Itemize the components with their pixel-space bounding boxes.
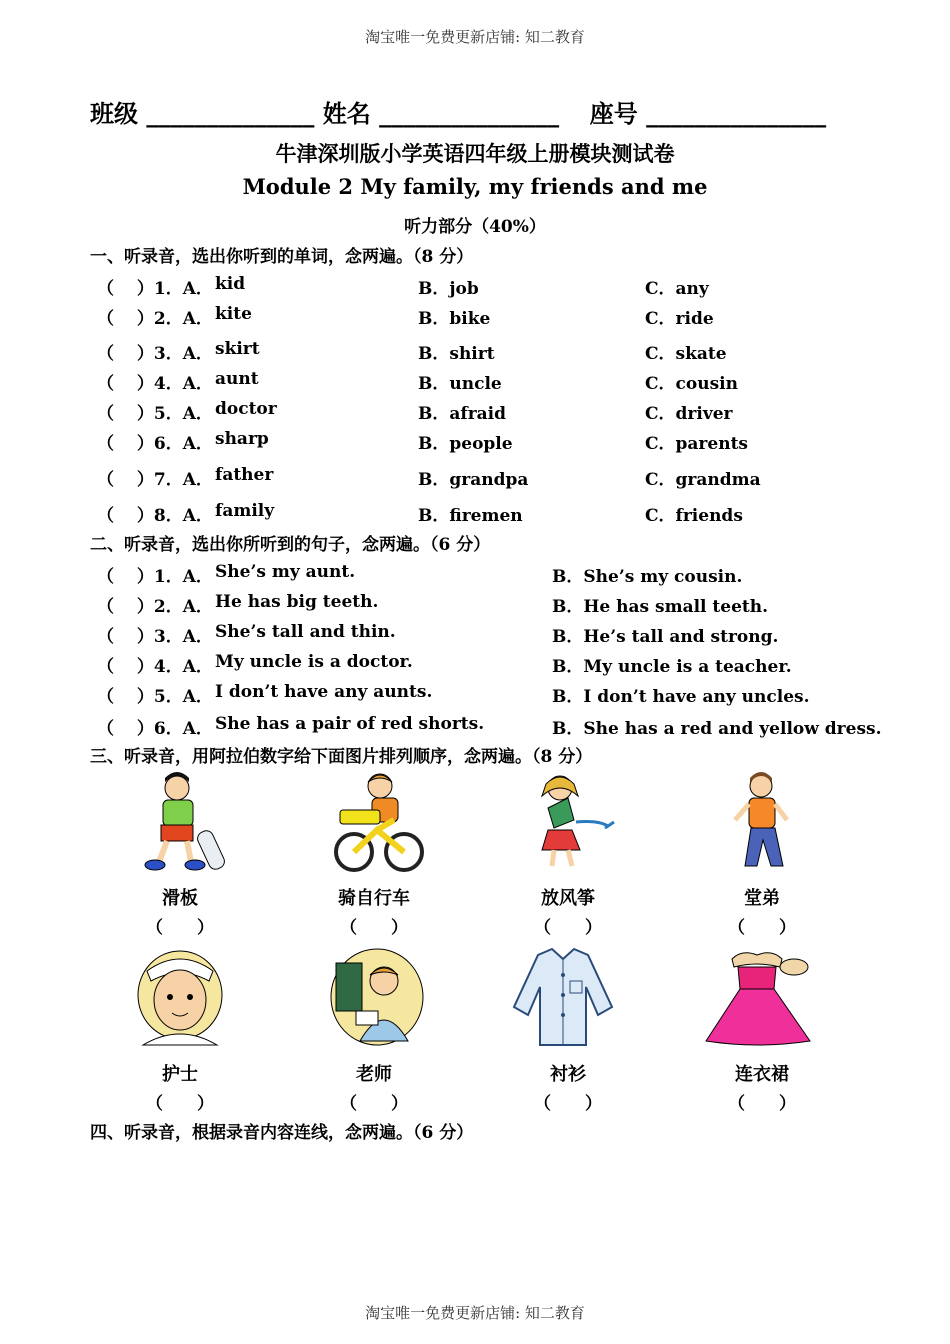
s1-option-c: C．ride [645,309,714,329]
s1-option-a: doctor [215,399,277,419]
s1-option-b: B．grandpa [418,470,529,490]
s1-option-b: B．job [418,279,479,299]
page-header: 淘宝唯一免费更新店铺: 知二教育 [365,28,585,46]
answer-blank[interactable]: （ ） [146,918,214,938]
nurse-icon [125,945,235,1050]
picture-label: 堂弟 [744,888,780,909]
s2-question-number: （ ）2．A． [97,597,213,617]
s1-question-number: （ ）7．A． [97,470,213,490]
subtitle: 听力部分（40%） [404,217,546,237]
title-en: Module 2 My family, my friends and me [242,174,708,199]
class-blank: ______________ [146,99,315,128]
picture-label: 连衣裙 [735,1064,789,1085]
name-blank: _______________ [379,99,560,128]
s2-question-number: （ ）5．A． [97,687,213,707]
s2-option-b: B．I don’t have any uncles. [552,687,810,707]
s2-option-a: My uncle is a doctor. [215,652,413,672]
s1-option-b: B．afraid [418,404,507,424]
s2-question-number: （ ）1．A． [97,567,213,587]
answer-blank[interactable]: （ ） [728,918,796,938]
s1-option-a: kite [215,304,252,324]
name-label: 姓名 [322,99,371,128]
answer-blank[interactable]: （ ） [534,1094,602,1114]
s2-option-a: I don’t have any aunts. [215,682,433,702]
s2-option-b: B．She’s my cousin. [552,567,743,587]
page-footer: 淘宝唯一免费更新店铺: 知二教育 [365,1304,585,1322]
s1-question-number: （ ）3．A． [97,344,213,364]
section2-heading: 二、听录音，选出你所听到的句子，念两遍。（6 分） [90,535,491,555]
section4-heading: 四、听录音，根据录音内容连线，念两遍。（6 分） [90,1123,474,1143]
s1-option-b: B．people [418,434,513,454]
picture-label: 骑自行车 [338,888,410,909]
s1-option-a: father [215,465,274,485]
kite-girl-icon [518,770,628,875]
s1-option-c: C．driver [645,404,733,424]
s2-question-number: （ ）6．A． [97,719,213,739]
s1-option-a: kid [215,274,246,294]
seat-blank: _______________ [646,99,827,128]
s1-question-number: （ ）4．A． [97,374,213,394]
s2-option-b: B．My uncle is a teacher. [552,657,792,677]
s2-option-b: B．He’s tall and strong. [552,627,779,647]
s1-question-number: （ ）1．A． [97,279,213,299]
s1-option-a: sharp [215,429,269,449]
student-info [90,94,826,129]
s1-option-a: skirt [215,339,260,359]
skateboard-boy-icon [125,770,235,875]
s1-question-number: （ ）2．A． [97,309,213,329]
s1-option-c: C．grandma [645,470,761,490]
s2-option-a: He has big teeth. [215,592,379,612]
s1-question-number: （ ）5．A． [97,404,213,424]
picture-label: 放风筝 [541,888,595,909]
s1-option-c: C．cousin [645,374,738,394]
answer-blank[interactable]: （ ） [340,918,408,938]
section1-heading: 一、听录音，选出你听到的单词，念两遍。（8 分） [90,247,474,267]
answer-blank[interactable]: （ ） [728,1094,796,1114]
s2-option-a: She’s tall and thin. [215,622,396,642]
s1-option-b: B．firemen [418,506,523,526]
bike-rider-icon [322,770,432,875]
shirt-icon [508,945,618,1050]
class-label: 班级 [90,99,138,128]
cousin-boy-icon [713,770,823,875]
answer-blank[interactable]: （ ） [146,1094,214,1114]
answer-blank[interactable]: （ ） [340,1094,408,1114]
s1-option-c: C．any [645,279,709,299]
s1-option-c: C．parents [645,434,748,454]
s1-question-number: （ ）8．A． [97,506,213,526]
s1-option-b: B．uncle [418,374,502,394]
s2-option-a: She has a pair of red shorts. [215,714,485,734]
s2-question-number: （ ）4．A． [97,657,213,677]
s1-option-c: C．skate [645,344,727,364]
s1-option-c: C．friends [645,506,743,526]
picture-label: 衬衫 [550,1064,586,1085]
dress-icon [702,945,812,1050]
s1-option-a: family [215,501,275,521]
teacher-icon [322,945,432,1050]
picture-label: 老师 [356,1064,392,1085]
s2-option-a: She’s my aunt. [215,562,356,582]
picture-label: 护士 [162,1064,198,1085]
s1-option-a: aunt [215,369,259,389]
s1-option-b: B．bike [418,309,491,329]
answer-blank[interactable]: （ ） [534,918,602,938]
s2-question-number: （ ）3．A． [97,627,213,647]
s2-option-b: B．She has a red and yellow dress. [552,719,882,739]
title-cn: 牛津深圳版小学英语四年级上册模块测试卷 [275,141,675,166]
s2-option-b: B．He has small teeth. [552,597,769,617]
s1-option-b: B．shirt [418,344,495,364]
section3-heading: 三、听录音，用阿拉伯数字给下面图片排列顺序，念两遍。（8 分） [90,747,593,767]
s1-question-number: （ ）6．A． [97,434,213,454]
seat-label: 座号 [589,99,638,128]
picture-label: 滑板 [162,888,198,909]
